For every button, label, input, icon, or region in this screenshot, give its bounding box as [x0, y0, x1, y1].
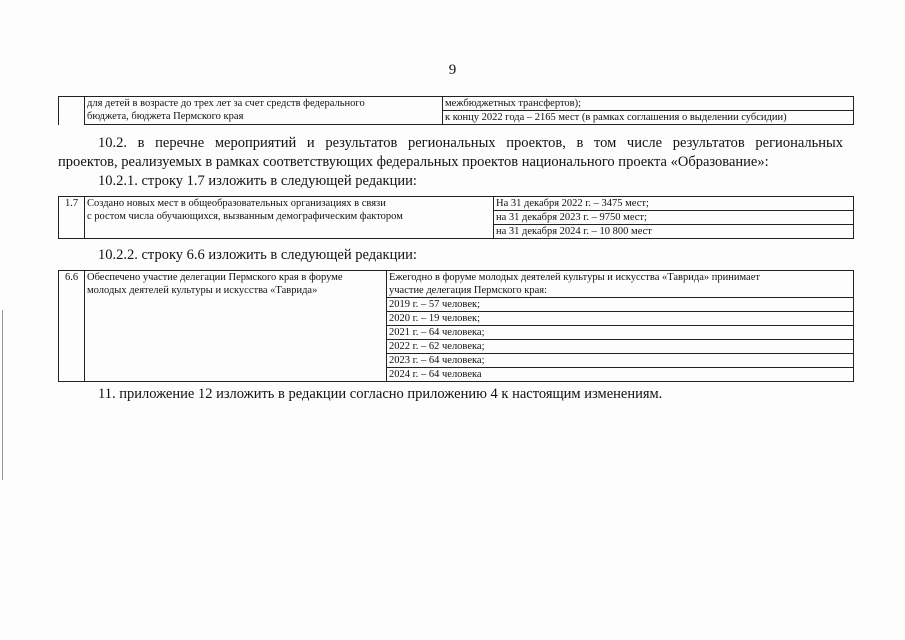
row-description — [85, 197, 494, 239]
text-line: молодых деятелей культуры и искусства «Таврида» — [87, 285, 318, 296]
year-line: 2024 г. – 64 человека — [389, 369, 482, 380]
text-line: к концу 2022 года – 2165 мест (в рамках соглашения о выделении субсидии) — [445, 112, 787, 123]
scan-edge-mark — [2, 310, 3, 480]
table-cell-right — [443, 97, 854, 125]
text-line: Создано новых мест в общеобразовательных организациях в связи — [87, 198, 386, 209]
table-continuation — [58, 96, 854, 125]
year-line: 2022 г. – 62 человека; — [387, 340, 853, 354]
paragraph-11: 11. приложение 12 изложить в редакции согласно приложению 4 к настоящим изменениям. — [98, 386, 663, 402]
text-line: на 31 декабря 2024 г. – 10 800 мест — [496, 226, 652, 237]
paragraph-10-2-2: 10.2.2. строку 6.6 изложить в следующей редакции: — [98, 247, 417, 263]
text-line: На 31 декабря 2022 г. – 3475 мест; — [494, 197, 853, 211]
year-line: 2020 г. – 19 человек; — [387, 312, 853, 326]
text-line: участие делегация Пермского края: — [387, 284, 853, 298]
row-number: 6.6 — [59, 271, 85, 382]
row-values — [494, 197, 854, 239]
table-cell-left — [85, 97, 443, 125]
table-row-6-6 — [58, 270, 854, 382]
row-values — [387, 271, 854, 382]
text-line: Ежегодно в форуме молодых деятелей культуры и искусства «Таврида» принимает — [389, 272, 760, 283]
page-number: 9 — [448, 62, 457, 78]
table-cell-empty — [59, 97, 85, 125]
row-description — [85, 271, 387, 382]
text-line: Обеспечено участие делегации Пермского края в форуме — [87, 272, 343, 283]
table-row-1-7 — [58, 196, 854, 239]
year-line: 2021 г. – 64 человека; — [387, 326, 853, 340]
text-line: бюджета, бюджета Пермского края — [87, 111, 244, 122]
text-line: с ростом числа обучающихся, вызванным демографическим фактором — [87, 211, 403, 222]
row-number: 1.7 — [59, 197, 85, 239]
paragraph-10-2-line2: проектов, реализуемых в рамках соответствующих федеральных проектов национального проекта «Образование»: — [58, 154, 769, 170]
paragraph-10-2-1: 10.2.1. строку 1.7 изложить в следующей редакции: — [98, 173, 417, 189]
text-line: на 31 декабря 2023 г. – 9750 мест; — [494, 211, 853, 225]
paragraph-10-2-line1: 10.2. в перечне мероприятий и результатов региональных проектов, в том числе результатов региональных — [98, 135, 843, 151]
year-line: 2023 г. – 64 человека; — [387, 354, 853, 368]
text-line: межбюджетных трансфертов); — [443, 97, 853, 111]
year-line: 2019 г. – 57 человек; — [387, 298, 853, 312]
text-line: для детей в возрасте до трех лет за счет средств федерального — [87, 98, 365, 109]
